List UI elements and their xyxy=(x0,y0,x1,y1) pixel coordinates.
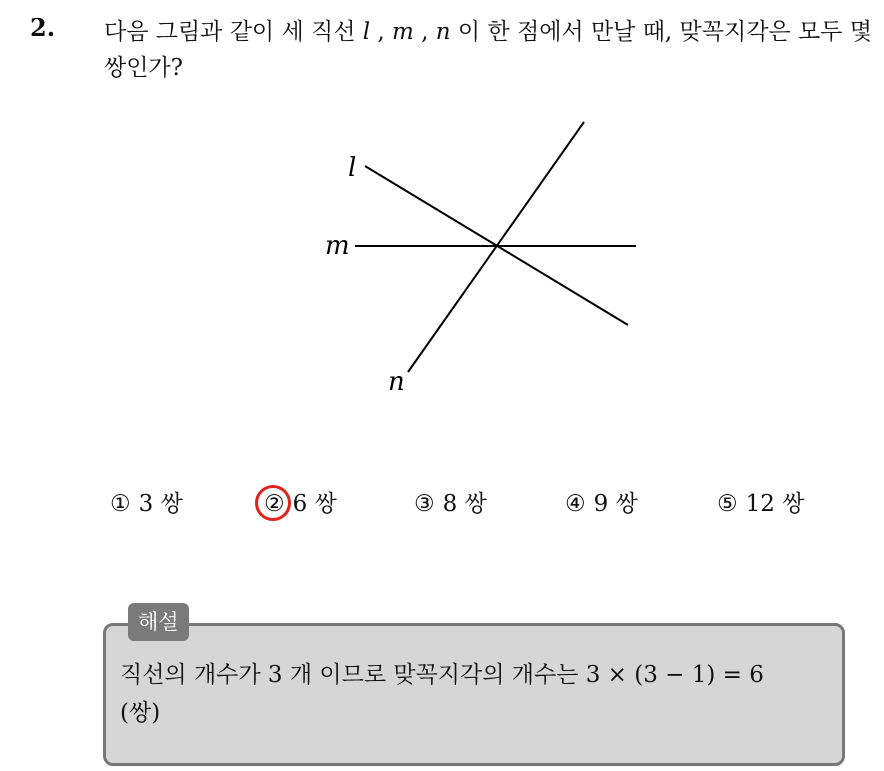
choice-mark: ⑤ xyxy=(717,491,738,517)
question-text-part1: 다음 그림과 같이 세 직선 xyxy=(104,19,363,45)
question-text-part2: 이 한 점에서 만날 때, 맞꼭지각은 모두 몇 쌍인가? xyxy=(104,19,872,81)
choice-2[interactable] xyxy=(264,485,337,518)
choice-mark xyxy=(264,491,285,517)
choice-text: 12 쌍 xyxy=(745,491,805,517)
explanation-line: 직선의 개수가 3 개 이므로 맞꼭지각의 개수는 3 × (3 − 1) = 6 xyxy=(120,662,764,688)
separator: , xyxy=(370,19,393,45)
question-number: 2. xyxy=(30,13,56,42)
separator: , xyxy=(413,19,436,45)
three-lines-figure xyxy=(310,110,670,400)
choice-4[interactable] xyxy=(565,485,638,518)
choice-mark: ④ xyxy=(565,491,586,517)
choice-mark: ① xyxy=(110,491,131,517)
label-m: m xyxy=(325,231,350,261)
explanation-line: (쌍) xyxy=(120,700,161,726)
choice-mark-glyph: ② xyxy=(264,491,285,517)
question-text xyxy=(104,14,874,86)
explanation-text xyxy=(120,656,835,732)
selected-ring-icon xyxy=(255,485,291,521)
choice-mark: ③ xyxy=(414,491,435,517)
explanation-tag: 해설 xyxy=(128,603,189,641)
choice-5[interactable] xyxy=(717,485,804,518)
label-l: l xyxy=(348,153,357,183)
variable-n: n xyxy=(435,19,451,45)
variable-l: l xyxy=(362,19,371,45)
variable-m: m xyxy=(392,19,414,45)
answer-choices xyxy=(110,485,850,525)
choice-text: 3 쌍 xyxy=(138,491,183,517)
choice-text: 9 쌍 xyxy=(593,491,638,517)
label-n: n xyxy=(388,367,405,397)
choice-text: 6 쌍 xyxy=(292,491,337,517)
choice-1[interactable] xyxy=(110,485,183,518)
choice-text: 8 쌍 xyxy=(442,491,487,517)
choice-3[interactable] xyxy=(414,485,487,518)
